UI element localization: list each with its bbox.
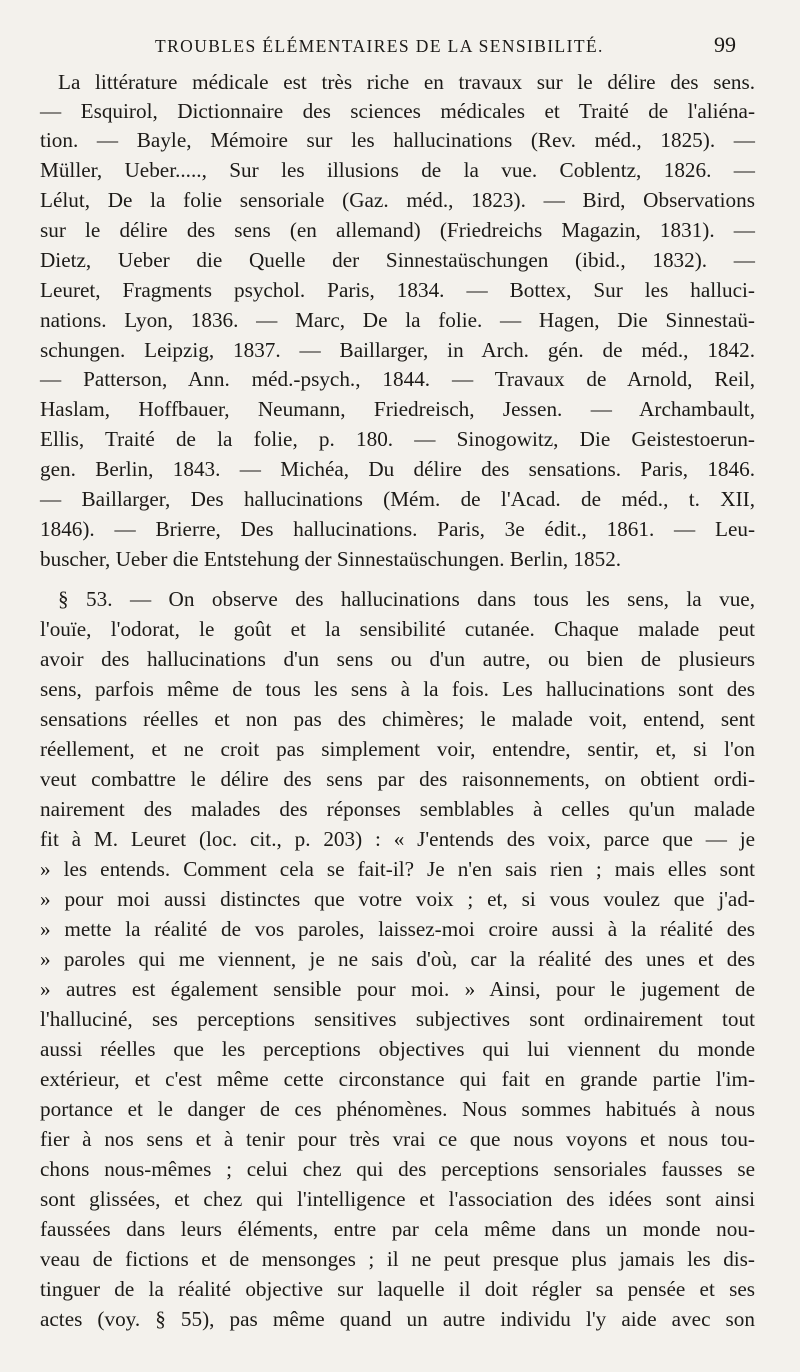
paragraph-line: avoir des hallucinations d'un sens ou d'un autre, ou bien de plusieurs xyxy=(40,647,755,671)
bibliography-line: — Baillarger, Des hallucinations (Mém. de l'Acad. de méd., t. XII, xyxy=(40,487,755,511)
paragraph-line: veau de fictions et de mensonges ; il ne peut presque plus jamais les dis- xyxy=(40,1247,755,1271)
paragraph-line: fier à nos sens et à tenir pour très vrai ce que nous voyons et nous tou- xyxy=(40,1127,755,1151)
paragraph-line: » autres est également sensible pour moi. » Ainsi, pour le jugement de xyxy=(40,977,755,1001)
bibliography-line: gen. Berlin, 1843. — Michéa, Du délire des sensations. Paris, 1846. xyxy=(40,457,755,481)
bibliography-line: 1846). — Brierre, Des hallucinations. Paris, 3e édit., 1861. — Leu- xyxy=(40,517,755,541)
bibliography-line: schungen. Leipzig, 1837. — Baillarger, in Arch. gén. de méd., 1842. xyxy=(40,338,755,362)
bibliography-line: La littérature médicale est très riche en travaux sur le délire des sens. xyxy=(58,70,755,94)
paragraph-line: tinguer de la réalité objective sur laquelle il doit régler sa pensée et ses xyxy=(40,1277,755,1301)
paragraph-line: réellement, et ne croit pas simplement voir, entendre, sentir, et, si l'on xyxy=(40,737,755,761)
bibliography-line: — Patterson, Ann. méd.-psych., 1844. — Travaux de Arnold, Reil, xyxy=(40,367,755,391)
paragraph-line: § 53. — On observe des hallucinations dans tous les sens, la vue, xyxy=(58,587,755,611)
paragraph-line: faussées dans leurs éléments, entre par cela même dans un monde nou- xyxy=(40,1217,755,1241)
bibliography-line: Müller, Ueber....., Sur les illusions de la vue. Coblentz, 1826. — xyxy=(40,158,755,182)
paragraph-line: actes (voy. § 55), pas même quand un autre individu l'y aide avec son xyxy=(40,1307,755,1331)
page-number: 99 xyxy=(714,32,736,57)
bibliography-line: Ellis, Traité de la folie, p. 180. — Sinogowitz, Die Geistestoerun- xyxy=(40,427,755,451)
paragraph-line: fit à M. Leuret (loc. cit., p. 203) : « J'entends des voix, parce que — je xyxy=(40,827,755,851)
paragraph-line: nairement des malades des réponses semblables à celles qu'un malade xyxy=(40,797,755,821)
bibliography-line: Dietz, Ueber die Quelle der Sinnestaüschungen (ibid., 1832). — xyxy=(40,248,755,272)
bibliography-line: nations. Lyon, 1836. — Marc, De la folie. — Hagen, Die Sinnestaü- xyxy=(40,308,755,332)
paragraph-line: » paroles qui me viennent, je ne sais d'où, car la réalité des unes et des xyxy=(40,947,755,971)
paragraph-line: » les entends. Comment cela se fait-il? Je n'en sais rien ; mais elles sont xyxy=(40,857,755,881)
bibliography-line: Haslam, Hoffbauer, Neumann, Friedreisch, Jessen. — Archambault, xyxy=(40,397,755,421)
paragraph-line: portance et le danger de ces phénomènes. Nous sommes habitués à nous xyxy=(40,1097,755,1121)
paragraph-line: sens, parfois même de tous les sens à la fois. Les hallucinations sont des xyxy=(40,677,755,701)
paragraph-line: sensations réelles et non pas des chimères; le malade voit, entend, sent xyxy=(40,707,755,731)
bibliography-line: Leuret, Fragments psychol. Paris, 1834. — Bottex, Sur les halluci- xyxy=(40,278,755,302)
paragraph-line: l'halluciné, ses perceptions sensitives subjectives sont ordinairement tout xyxy=(40,1007,755,1031)
paragraph-line: l'ouïe, l'odorat, le goût et la sensibilité cutanée. Chaque malade peut xyxy=(40,617,755,641)
running-title: TROUBLES ÉLÉMENTAIRES DE LA SENSIBILITÉ. xyxy=(155,36,604,56)
paragraph-line: chons nous-mêmes ; celui chez qui des perceptions sensoriales fausses se xyxy=(40,1157,755,1181)
bibliography-line: — Esquirol, Dictionnaire des sciences médicales et Traité de l'aliéna- xyxy=(40,99,755,123)
paragraph-line: » pour moi aussi distinctes que votre voix ; et, si vous voulez que j'ad- xyxy=(40,887,755,911)
bibliography-line: tion. — Bayle, Mémoire sur les hallucinations (Rev. méd., 1825). — xyxy=(40,128,755,152)
bibliography-line: Lélut, De la folie sensoriale (Gaz. méd., 1823). — Bird, Observations xyxy=(40,188,755,212)
paragraph-line: sont glissées, et chez qui l'intelligence et l'association des idées sont ainsi xyxy=(40,1187,755,1211)
paragraph-line: aussi réelles que les perceptions objectives qui lui viennent du monde xyxy=(40,1037,755,1061)
paragraph-line: veut combattre le délire des sens par des raisonnements, on obtient ordi- xyxy=(40,767,755,791)
bibliography-line: buscher, Ueber die Entstehung der Sinnestaüschungen. Berlin, 1852. xyxy=(40,547,622,571)
page-header xyxy=(0,30,800,66)
paragraph-line: » mette la réalité de vos paroles, laissez-moi croire aussi à la réalité des xyxy=(40,917,755,941)
bibliography-line: sur le délire des sens (en allemand) (Friedreichs Magazin, 1831). — xyxy=(40,218,755,242)
paragraph-line: extérieur, et c'est même cette circonstance qui fait en grande partie l'im- xyxy=(40,1067,755,1091)
